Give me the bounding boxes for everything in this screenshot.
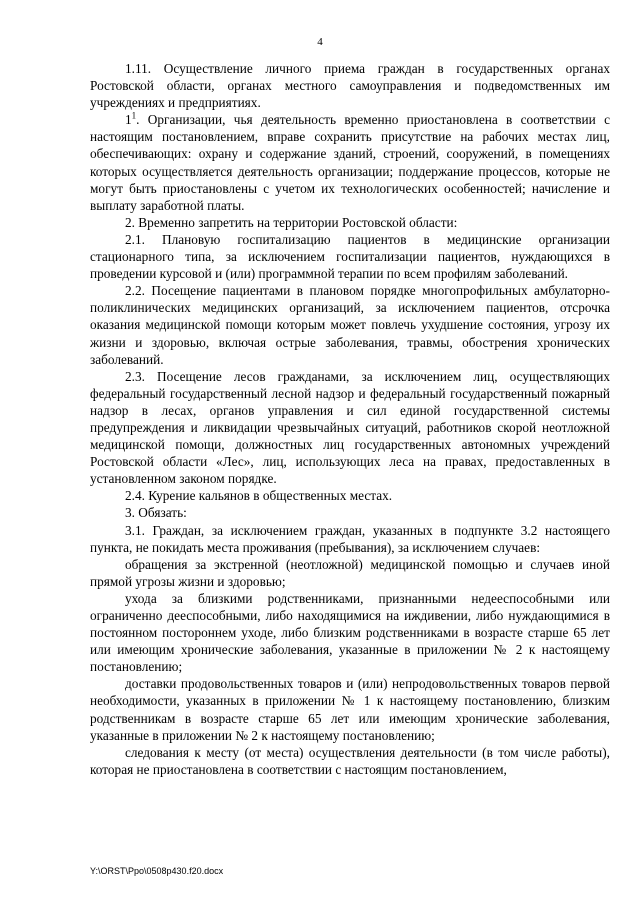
paragraph: доставки продовольственных товаров и (или) непродовольственных товаров первой необходимости, указанных в приложении № 1 к настоящему постановлению, близким родственникам в возрасте старше 65 лет или имеющим хронические заболевания, указанные в приложении № 2 к настоящему постановлению; bbox=[90, 676, 610, 743]
paragraph: 2.3. Посещение лесов гражданами, за исключением лиц, осуществляющих федеральный государственный лесной надзор и федеральный государственный пожарный надзор в лесах, органов управления и сил единой государственной системы предупреждения и ликвидации чрезвычайных ситуаций, работников скорой неотложной медицинской помощи, должностных лиц государственных автономных учреждений Ростовской области «Лес», лиц, использующих леса на правах, предоставленных в установленном законом порядке. bbox=[90, 368, 610, 487]
paragraph: 3.1. Граждан, за исключением граждан, указанных в подпункте 3.2 настоящего пункта, не покидать места проживания (пребывания), за исключением случаев: bbox=[90, 522, 610, 555]
paragraph: $1^1$. Организации, чья деятельность временно приостановлена в соответствии с настоящим постановлением, вправе сохранить присутствие на рабочих местах лиц, обеспечивающих: охрану и содержание зданий, строений, сооружений, в помещениях которых осуществляется деятельность организации; поддержание процессов, которые не могут быть приостановлены с учетом их технологических особенностей; начисление и выплату заработной платы. bbox=[90, 110, 610, 213]
file-path-footer: Y:\ORST\Ppo\0508p430.f20.docx bbox=[90, 866, 224, 876]
paragraph: обращения за экстренной (неотложной) медицинской помощью и случаев иной прямой угрозы жизни и здоровью; bbox=[90, 556, 610, 589]
paragraph: 2.2. Посещение пациентами в плановом порядке многопрофильных амбулаторно-поликлинических медицинских организаций, за исключением пациентов, отсрочка оказания медицинской помощи которым может повлечь ухудшение состояния, угрозу их жизни и здоровью, включая острые заболевания, травмы, обострения хронических заболеваний. bbox=[90, 283, 610, 367]
document-body bbox=[90, 60, 610, 778]
paragraph: 2.4. Курение кальянов в общественных местах. bbox=[125, 488, 393, 504]
page-number: 4 bbox=[317, 36, 323, 48]
paragraph: 1.11. Осуществление личного приема граждан в государственных органах Ростовской области, органах местного самоуправления и подведомственных им учреждениях и предприятиях. bbox=[90, 61, 610, 111]
paragraph: ухода за близкими родственниками, признанными недееспособными или ограниченно дееспособными, либо находящимися на иждивении, либо нуждающимися в постоянном постороннем уходе, либо близким родственниками в возрасте старше 65 лет или имеющим хронические заболевания, указанные в приложении № 2 к настоящему постановлению; bbox=[90, 590, 610, 675]
paragraph: 2. Временно запретить на территории Ростовской области: bbox=[125, 214, 458, 230]
paragraph: 3. Обязать: bbox=[125, 505, 187, 521]
paragraph: следования к месту (от места) осуществления деятельности (в том числе работы), которая не приостановлена в соответствии с настоящим постановлением, bbox=[90, 744, 610, 777]
paragraph: 2.1. Плановую госпитализацию пациентов в медицинские организации стационарного типа, за исключением госпитализации пациентов, нуждающихся в проведении курсовой и (или) программной терапии по всем профилям заболеваний. bbox=[90, 231, 610, 282]
